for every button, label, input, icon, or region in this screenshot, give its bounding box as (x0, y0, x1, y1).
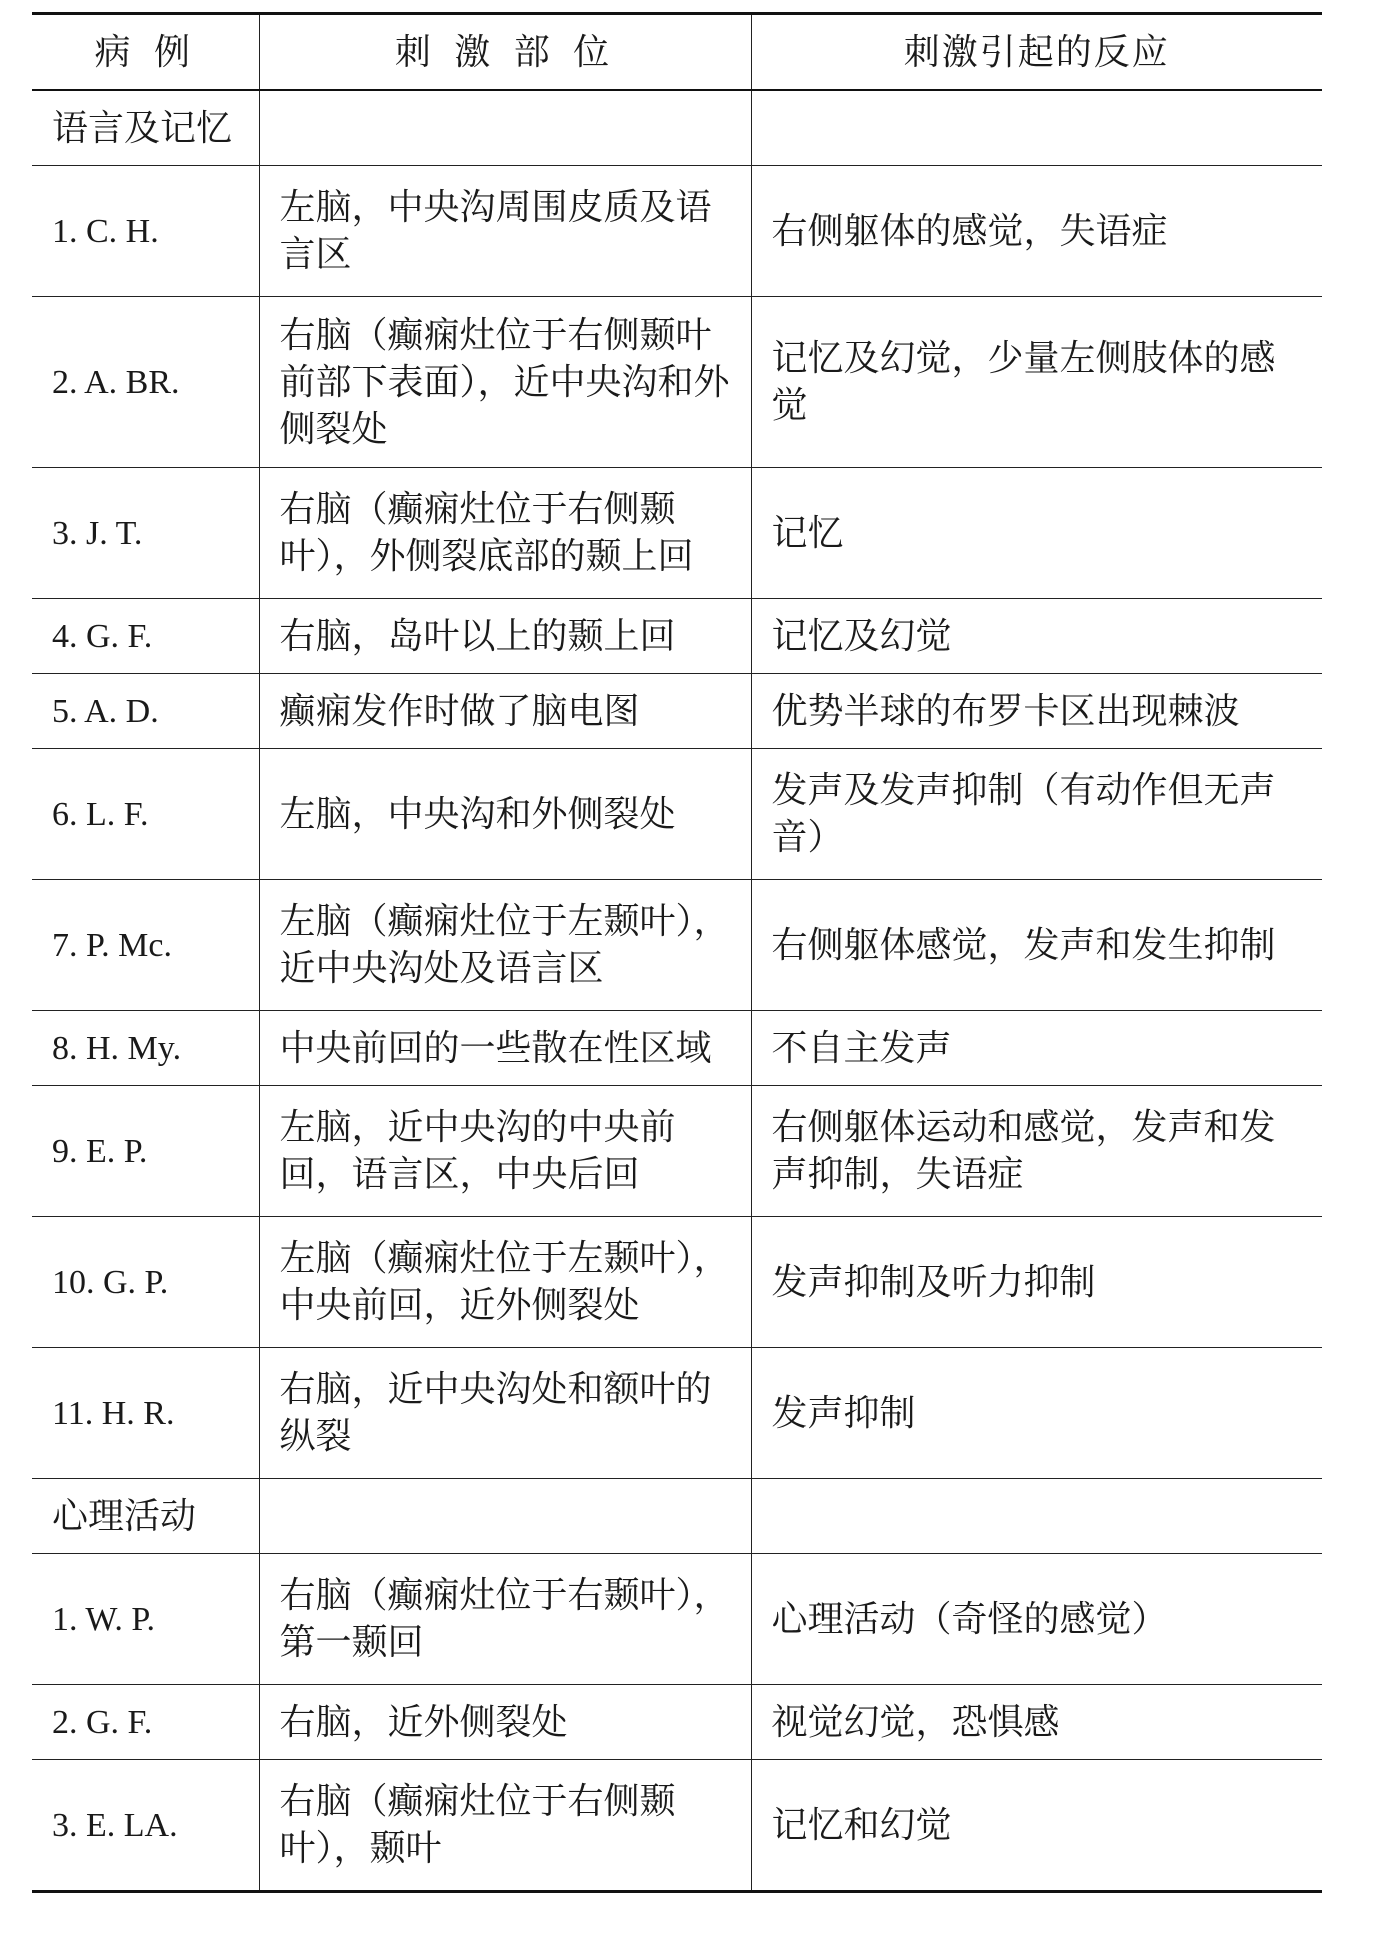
case-cell: 3. E. LA. (52, 1806, 178, 1844)
case-cell: 1. C. H. (52, 212, 159, 250)
reaction-cell: 右侧躯体运动和感觉，发声和发声抑制，失语症 (751, 1086, 1322, 1217)
reaction-cell: 记忆及幻觉，少量左侧肢体的感觉 (751, 297, 1322, 468)
site-cell: 右脑，近外侧裂处 (259, 1685, 751, 1760)
case-cell: 4. G. F. (52, 617, 153, 655)
case-cell: 1. W. P. (52, 1600, 155, 1638)
case-cell: 2. A. BR. (52, 363, 180, 401)
reaction-cell: 发声抑制及听力抑制 (751, 1217, 1322, 1348)
empty-cell (259, 1479, 751, 1554)
site-cell: 右脑（癫痫灶位于右侧颞叶），颞叶 (259, 1760, 751, 1892)
site-cell: 左脑，中央沟周围皮质及语言区 (259, 166, 751, 297)
table-row (32, 599, 1322, 674)
case-cell: 10. G. P. (52, 1263, 169, 1301)
table-row (32, 749, 1322, 880)
reaction-cell: 右侧躯体的感觉，失语症 (751, 166, 1322, 297)
stimulation-table (32, 12, 1322, 1893)
case-cell: 5. A. D. (52, 692, 159, 730)
site-cell: 右脑（癫痫灶位于右颞叶），第一颞回 (259, 1554, 751, 1685)
case-cell: 11. H. R. (52, 1394, 175, 1432)
table-body (32, 90, 1322, 1892)
site-cell: 右脑（癫痫灶位于右侧颞叶前部下表面），近中央沟和外侧裂处 (259, 297, 751, 468)
table-row (32, 1554, 1322, 1685)
header-reaction: 刺激引起的反应 (751, 14, 1322, 91)
site-cell: 右脑，近中央沟处和额叶的纵裂 (259, 1348, 751, 1479)
section-row-language-memory (32, 90, 1322, 166)
site-cell: 中央前回的一些散在性区域 (259, 1011, 751, 1086)
table-row (32, 1011, 1322, 1086)
site-cell: 癫痫发作时做了脑电图 (259, 674, 751, 749)
case-cell: 3. J. T. (52, 514, 143, 552)
table-header (32, 14, 1322, 91)
site-cell: 左脑（癫痫灶位于左颞叶），中央前回，近外侧裂处 (259, 1217, 751, 1348)
section-row-mental-activity (32, 1479, 1322, 1554)
table-row (32, 166, 1322, 297)
table-row (32, 1348, 1322, 1479)
reaction-cell: 不自主发声 (751, 1011, 1322, 1086)
header-case: 病 例 (94, 31, 196, 73)
table-row (32, 1760, 1322, 1892)
case-cell: 6. L. F. (52, 795, 149, 833)
reaction-cell: 右侧躯体感觉，发声和发生抑制 (751, 880, 1322, 1011)
section-title: 语言及记忆 (52, 107, 233, 149)
site-cell: 左脑，中央沟和外侧裂处 (259, 749, 751, 880)
table-row (32, 880, 1322, 1011)
empty-cell (751, 90, 1322, 166)
case-cell: 9. E. P. (52, 1132, 148, 1170)
empty-cell (259, 90, 751, 166)
reaction-cell: 发声及发声抑制（有动作但无声音） (751, 749, 1322, 880)
table-row (32, 674, 1322, 749)
case-cell: 7. P. Mc. (52, 926, 172, 964)
header-row (32, 14, 1322, 91)
table-row (32, 1685, 1322, 1760)
case-cell: 2. G. F. (52, 1703, 153, 1741)
site-cell: 左脑（癫痫灶位于左颞叶），近中央沟处及语言区 (259, 880, 751, 1011)
case-cell: 8. H. My. (52, 1029, 182, 1067)
site-cell: 右脑，岛叶以上的颞上回 (259, 599, 751, 674)
reaction-cell: 记忆 (751, 468, 1322, 599)
table-row (32, 468, 1322, 599)
reaction-cell: 心理活动（奇怪的感觉） (751, 1554, 1322, 1685)
reaction-cell: 记忆和幻觉 (751, 1760, 1322, 1892)
empty-cell (751, 1479, 1322, 1554)
reaction-cell: 视觉幻觉，恐惧感 (751, 1685, 1322, 1760)
reaction-cell: 优势半球的布罗卡区出现棘波 (751, 674, 1322, 749)
table-row (32, 1086, 1322, 1217)
section-title: 心理活动 (52, 1495, 197, 1537)
table-row (32, 297, 1322, 468)
header-site: 刺 激 部 位 (259, 14, 751, 91)
table-row (32, 1217, 1322, 1348)
reaction-cell: 发声抑制 (751, 1348, 1322, 1479)
site-cell: 右脑（癫痫灶位于右侧颞叶），外侧裂底部的颞上回 (259, 468, 751, 599)
site-cell: 左脑，近中央沟的中央前回，语言区，中央后回 (259, 1086, 751, 1217)
reaction-cell: 记忆及幻觉 (751, 599, 1322, 674)
